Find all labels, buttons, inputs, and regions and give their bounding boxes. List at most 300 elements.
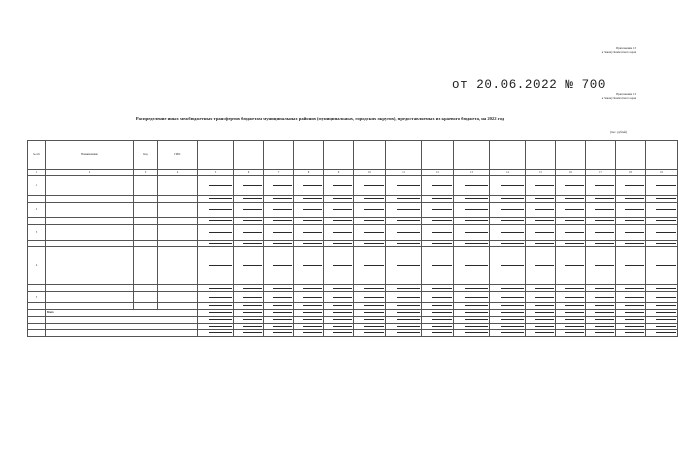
recipient-name	[46, 195, 134, 202]
amount-cell	[616, 195, 646, 202]
total-amount	[490, 330, 526, 337]
illegible-figure	[595, 209, 614, 210]
amount-cell	[198, 240, 234, 247]
total-amount	[198, 310, 234, 317]
appendix-note	[520, 92, 636, 101]
illegible-figure	[565, 319, 584, 320]
illegible-figure	[243, 243, 262, 244]
total-amount	[454, 310, 490, 317]
illegible-figure	[364, 305, 384, 306]
total-row	[28, 323, 678, 330]
amount-cell	[264, 247, 294, 285]
amount-cell	[454, 285, 490, 292]
illegible-figure	[625, 332, 644, 333]
administrator-name	[158, 224, 198, 240]
illegible-figure	[595, 332, 614, 333]
illegible-figure	[243, 198, 262, 199]
illegible-figure	[273, 232, 292, 233]
illegible-figure	[273, 288, 292, 289]
column-number: 1	[28, 170, 46, 176]
illegible-figure	[565, 288, 584, 289]
amount-cell	[556, 240, 586, 247]
illegible-figure	[501, 209, 524, 210]
amount-cell	[264, 224, 294, 240]
amount-cell	[454, 247, 490, 285]
recipient-name	[46, 224, 134, 240]
illegible-figure	[595, 220, 614, 221]
amount-cell	[646, 195, 678, 202]
amount-cell	[490, 195, 526, 202]
illegible-figure	[465, 305, 488, 306]
amount-cell	[324, 303, 354, 310]
recipient-name	[46, 202, 134, 218]
amount-cell	[556, 202, 586, 218]
administrator-name	[158, 240, 198, 247]
illegible-figure	[243, 312, 262, 313]
total-spacer	[28, 323, 46, 330]
illegible-figure	[595, 265, 614, 266]
illegible-figure	[465, 198, 488, 199]
column-header	[556, 141, 586, 170]
illegible-figure	[243, 332, 262, 333]
amount-cell	[490, 175, 526, 195]
amount-cell	[386, 224, 422, 240]
amount-cell	[234, 195, 264, 202]
illegible-figure	[656, 209, 676, 210]
amount-cell	[354, 292, 386, 303]
administrator-name	[158, 247, 198, 285]
column-header	[354, 141, 386, 170]
illegible-figure	[565, 198, 584, 199]
illegible-figure	[625, 185, 644, 186]
total-amount	[386, 323, 422, 330]
illegible-figure	[273, 312, 292, 313]
budget-code	[134, 224, 158, 240]
illegible-figure	[432, 220, 452, 221]
illegible-figure	[397, 185, 420, 186]
approval-line: Приложение 13	[616, 46, 636, 50]
illegible-figure	[303, 305, 322, 306]
illegible-figure	[209, 243, 232, 244]
illegible-figure	[501, 265, 524, 266]
column-header	[646, 141, 678, 170]
approval-line: к Закону Камчатского края	[601, 50, 636, 55]
illegible-figure	[303, 326, 322, 327]
illegible-figure	[465, 319, 488, 320]
budget-code	[134, 218, 158, 225]
illegible-figure	[333, 209, 352, 210]
amount-cell	[294, 285, 324, 292]
illegible-figure	[625, 220, 644, 221]
amount-cell	[324, 240, 354, 247]
illegible-figure	[625, 312, 644, 313]
column-header: № п/п	[28, 141, 46, 170]
illegible-figure	[535, 185, 554, 186]
illegible-figure	[209, 220, 232, 221]
column-number: 16	[556, 170, 586, 176]
total-amount	[526, 316, 556, 323]
illegible-figure	[656, 312, 676, 313]
amount-cell	[490, 224, 526, 240]
illegible-figure	[595, 198, 614, 199]
column-number: 8	[294, 170, 324, 176]
illegible-figure	[243, 305, 262, 306]
table-row	[28, 240, 678, 247]
total-amount	[616, 316, 646, 323]
amount-cell	[616, 292, 646, 303]
illegible-figure	[465, 209, 488, 210]
budget-code	[134, 303, 158, 310]
illegible-figure	[625, 305, 644, 306]
amount-cell	[198, 303, 234, 310]
illegible-figure	[501, 312, 524, 313]
illegible-figure	[209, 297, 232, 298]
illegible-figure	[501, 332, 524, 333]
total-amount	[264, 323, 294, 330]
illegible-figure	[333, 288, 352, 289]
illegible-figure	[565, 312, 584, 313]
budget-code	[134, 195, 158, 202]
illegible-figure	[364, 326, 384, 327]
amount-cell	[586, 218, 616, 225]
row-number	[28, 285, 46, 292]
total-label: Всего	[46, 310, 198, 317]
illegible-figure	[303, 232, 322, 233]
document-title: Распределение иных межбюджетных трансфертов бюджетам муниципальных районов (муниципальных, городских округов), предоставляемых из краевого бюджета, на 2022 год	[135, 116, 505, 121]
illegible-figure	[432, 185, 452, 186]
amount-cell	[646, 285, 678, 292]
illegible-figure	[595, 288, 614, 289]
amount-cell	[556, 224, 586, 240]
amount-cell	[324, 175, 354, 195]
table-row	[28, 202, 678, 218]
amount-cell	[422, 285, 454, 292]
illegible-figure	[333, 305, 352, 306]
amount-cell	[490, 292, 526, 303]
amount-cell	[264, 240, 294, 247]
row-number: 3	[28, 224, 46, 240]
amount-cell	[324, 195, 354, 202]
illegible-figure	[209, 265, 232, 266]
amount-cell	[294, 202, 324, 218]
illegible-figure	[397, 332, 420, 333]
table-header-row	[28, 141, 678, 170]
amount-cell	[324, 202, 354, 218]
total-spacer	[28, 316, 46, 323]
amount-cell	[646, 224, 678, 240]
illegible-figure	[273, 332, 292, 333]
amount-cell	[354, 240, 386, 247]
illegible-figure	[625, 265, 644, 266]
row-number: 2	[28, 202, 46, 218]
illegible-figure	[273, 297, 292, 298]
amount-cell	[646, 218, 678, 225]
illegible-figure	[273, 265, 292, 266]
amount-cell	[490, 285, 526, 292]
illegible-figure	[565, 326, 584, 327]
row-number	[28, 195, 46, 202]
table-row	[28, 195, 678, 202]
amount-cell	[526, 240, 556, 247]
column-header	[586, 141, 616, 170]
illegible-figure	[273, 185, 292, 186]
amount-cell	[454, 175, 490, 195]
total-amount	[354, 330, 386, 337]
illegible-figure	[465, 220, 488, 221]
amount-cell	[646, 240, 678, 247]
illegible-figure	[209, 332, 232, 333]
row-number	[28, 218, 46, 225]
illegible-figure	[535, 198, 554, 199]
amount-cell	[234, 247, 264, 285]
budget-code	[134, 247, 158, 285]
illegible-figure	[432, 332, 452, 333]
illegible-figure	[501, 232, 524, 233]
amount-cell	[324, 247, 354, 285]
amount-cell	[386, 202, 422, 218]
illegible-figure	[364, 198, 384, 199]
illegible-figure	[501, 305, 524, 306]
amount-cell	[294, 218, 324, 225]
illegible-figure	[243, 265, 262, 266]
amount-cell	[646, 247, 678, 285]
budget-code	[134, 292, 158, 303]
illegible-figure	[625, 326, 644, 327]
illegible-figure	[625, 209, 644, 210]
amount-cell	[454, 218, 490, 225]
illegible-figure	[432, 232, 452, 233]
total-amount	[586, 310, 616, 317]
illegible-figure	[625, 288, 644, 289]
amount-cell	[386, 240, 422, 247]
illegible-figure	[565, 297, 584, 298]
amount-cell	[422, 303, 454, 310]
amount-cell	[526, 292, 556, 303]
total-amount	[264, 330, 294, 337]
illegible-figure	[333, 332, 352, 333]
illegible-figure	[595, 305, 614, 306]
amount-cell	[198, 218, 234, 225]
illegible-figure	[565, 232, 584, 233]
illegible-figure	[625, 243, 644, 244]
illegible-figure	[465, 265, 488, 266]
column-number: 6	[234, 170, 264, 176]
total-amount	[354, 316, 386, 323]
illegible-figure	[364, 209, 384, 210]
illegible-figure	[465, 232, 488, 233]
total-amount	[234, 310, 264, 317]
amount-cell	[526, 175, 556, 195]
amount-cell	[294, 224, 324, 240]
illegible-figure	[303, 265, 322, 266]
total-amount	[324, 330, 354, 337]
illegible-figure	[535, 319, 554, 320]
illegible-figure	[501, 326, 524, 327]
total-amount	[454, 330, 490, 337]
illegible-figure	[535, 243, 554, 244]
illegible-figure	[656, 332, 676, 333]
amount-cell	[264, 218, 294, 225]
total-amount	[354, 310, 386, 317]
amount-cell	[324, 224, 354, 240]
amount-cell	[586, 285, 616, 292]
illegible-figure	[465, 326, 488, 327]
illegible-figure	[364, 265, 384, 266]
illegible-figure	[595, 243, 614, 244]
illegible-figure	[535, 312, 554, 313]
amount-cell	[586, 292, 616, 303]
total-amount	[586, 316, 616, 323]
administrator-name	[158, 202, 198, 218]
illegible-figure	[209, 232, 232, 233]
recipient-name	[46, 303, 134, 310]
amount-cell	[586, 240, 616, 247]
amount-cell	[490, 303, 526, 310]
illegible-figure	[333, 243, 352, 244]
appendix-line: Приложение 13	[616, 92, 636, 96]
illegible-figure	[535, 326, 554, 327]
illegible-figure	[273, 243, 292, 244]
amount-cell	[616, 303, 646, 310]
column-number: 7	[264, 170, 294, 176]
amount-cell	[422, 195, 454, 202]
illegible-figure	[465, 185, 488, 186]
amount-cell	[354, 224, 386, 240]
illegible-figure	[243, 185, 262, 186]
amount-cell	[234, 175, 264, 195]
amount-cell	[586, 175, 616, 195]
column-number: 10	[354, 170, 386, 176]
total-amount	[422, 330, 454, 337]
illegible-figure	[501, 319, 524, 320]
total-amount	[454, 323, 490, 330]
table-row	[28, 224, 678, 240]
illegible-figure	[656, 220, 676, 221]
column-number: 11	[386, 170, 422, 176]
total-row	[28, 330, 678, 337]
illegible-figure	[625, 198, 644, 199]
illegible-figure	[465, 332, 488, 333]
amount-cell	[422, 224, 454, 240]
column-header	[198, 141, 234, 170]
amount-cell	[454, 303, 490, 310]
column-header	[324, 141, 354, 170]
column-number: 18	[616, 170, 646, 176]
amount-cell	[616, 218, 646, 225]
illegible-figure	[565, 220, 584, 221]
total-label	[46, 323, 198, 330]
illegible-figure	[364, 288, 384, 289]
illegible-figure	[333, 312, 352, 313]
amount-cell	[616, 175, 646, 195]
table-row	[28, 303, 678, 310]
illegible-figure	[656, 319, 676, 320]
illegible-figure	[333, 198, 352, 199]
total-spacer	[28, 330, 46, 337]
amount-cell	[264, 303, 294, 310]
total-amount	[616, 310, 646, 317]
total-amount	[294, 310, 324, 317]
illegible-figure	[595, 297, 614, 298]
row-number	[28, 303, 46, 310]
illegible-figure	[303, 243, 322, 244]
amount-cell	[526, 247, 556, 285]
budget-code	[134, 175, 158, 195]
row-number	[28, 240, 46, 247]
amount-cell	[234, 240, 264, 247]
illegible-figure	[303, 198, 322, 199]
amount-cell	[386, 285, 422, 292]
total-amount	[586, 330, 616, 337]
amount-cell	[616, 240, 646, 247]
amount-cell	[354, 285, 386, 292]
illegible-figure	[656, 243, 676, 244]
illegible-figure	[432, 305, 452, 306]
column-header: ГРБС	[158, 141, 198, 170]
total-amount	[264, 310, 294, 317]
amount-cell	[354, 202, 386, 218]
recipient-name	[46, 285, 134, 292]
administrator-name	[158, 175, 198, 195]
total-amount	[490, 310, 526, 317]
distribution-table	[27, 140, 678, 337]
illegible-figure	[625, 319, 644, 320]
illegible-figure	[273, 319, 292, 320]
total-amount	[556, 310, 586, 317]
row-number: 1	[28, 175, 46, 195]
illegible-figure	[656, 198, 676, 199]
total-amount	[198, 316, 234, 323]
illegible-figure	[432, 326, 452, 327]
illegible-figure	[243, 326, 262, 327]
amount-cell	[586, 202, 616, 218]
amount-cell	[422, 202, 454, 218]
amount-cell	[422, 240, 454, 247]
amount-cell	[454, 240, 490, 247]
illegible-figure	[656, 326, 676, 327]
illegible-figure	[501, 288, 524, 289]
column-number: 9	[324, 170, 354, 176]
amount-cell	[586, 195, 616, 202]
total-amount	[526, 323, 556, 330]
amount-cell	[556, 195, 586, 202]
column-header: Код	[134, 141, 158, 170]
column-number: 12	[422, 170, 454, 176]
illegible-figure	[333, 232, 352, 233]
illegible-figure	[625, 232, 644, 233]
illegible-figure	[333, 185, 352, 186]
column-number: 19	[646, 170, 678, 176]
illegible-figure	[397, 243, 420, 244]
column-number: 2	[46, 170, 134, 176]
total-amount	[264, 316, 294, 323]
illegible-figure	[397, 326, 420, 327]
total-amount	[526, 310, 556, 317]
column-number: 13	[454, 170, 490, 176]
illegible-figure	[209, 198, 232, 199]
illegible-figure	[303, 297, 322, 298]
illegible-figure	[501, 198, 524, 199]
illegible-figure	[397, 220, 420, 221]
illegible-figure	[397, 198, 420, 199]
illegible-figure	[432, 297, 452, 298]
total-amount	[422, 316, 454, 323]
illegible-figure	[243, 209, 262, 210]
illegible-figure	[397, 305, 420, 306]
amount-cell	[646, 303, 678, 310]
administrator-name	[158, 195, 198, 202]
amount-cell	[616, 224, 646, 240]
